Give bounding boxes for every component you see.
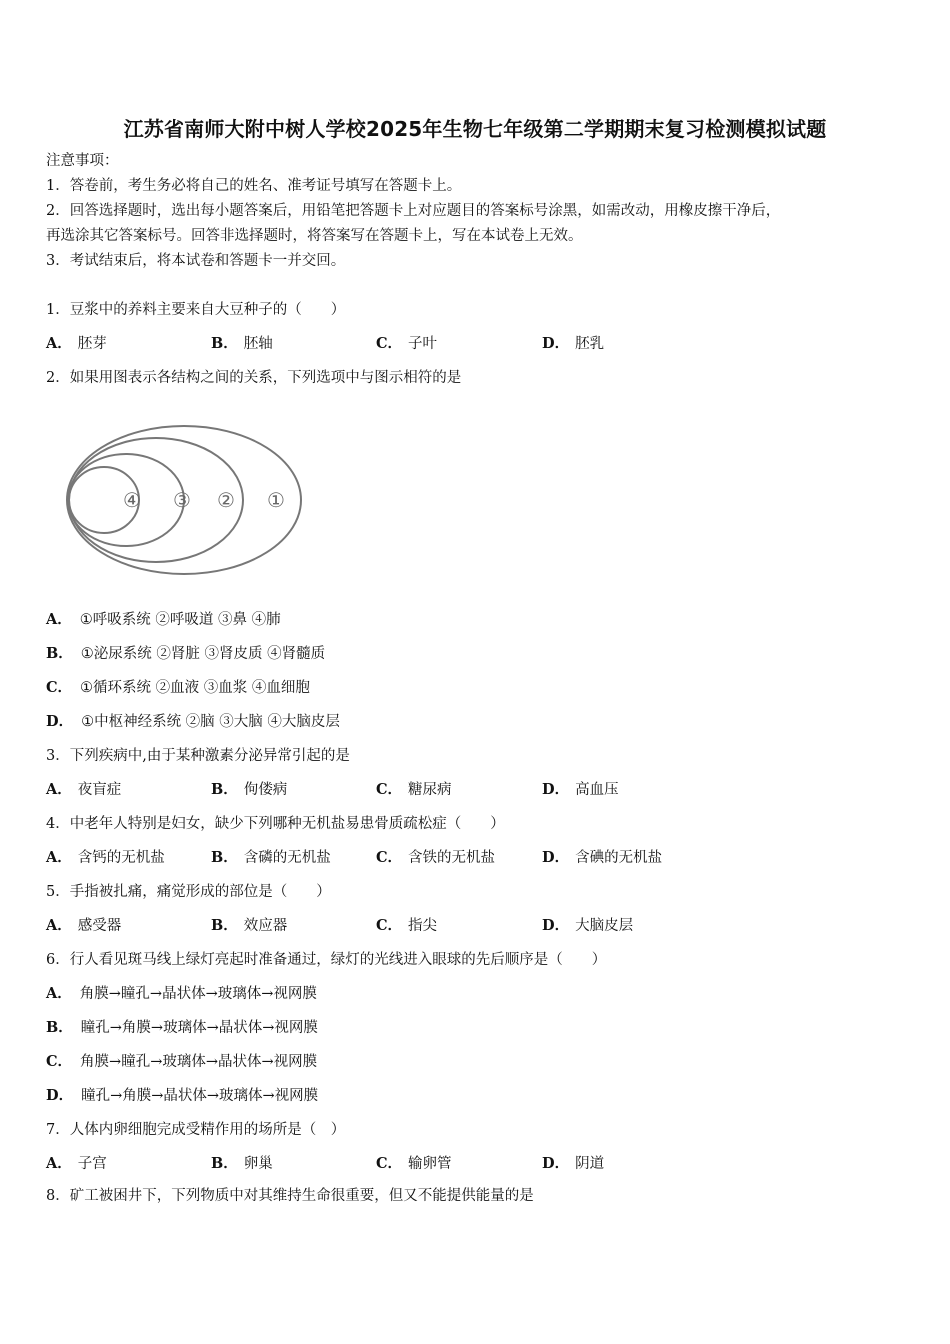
option-c[interactable]: C． 含铁的无机盐: [376, 849, 496, 866]
option-a[interactable]: A． 感受器: [46, 917, 122, 934]
question-stem-2: 2．如果用图表示各结构之间的关系，下列选项中与图示相符的是: [46, 370, 462, 386]
option-a[interactable]: A． 角膜→瞳孔→晶状体→玻璃体→视网膜: [46, 985, 317, 1002]
nested-ellipses-diagram: [60, 420, 320, 580]
question-stem-7: 7．人体内卵细胞完成受精作用的场所是（ ）: [46, 1122, 346, 1138]
options-row-1: [46, 335, 906, 353]
question-stem-3: 3．下列疾病中,由于某种激素分泌异常引起的是: [46, 748, 350, 764]
option-c[interactable]: C． 输卵管: [376, 1155, 452, 1172]
options-row-7: [46, 1155, 906, 1173]
option-d[interactable]: D． ①中枢神经系统 ②脑 ③大脑 ④大脑皮层: [46, 713, 340, 730]
option-d[interactable]: D． 高血压: [542, 781, 619, 798]
options-row-3: [46, 781, 906, 799]
option-d[interactable]: D． 大脑皮层: [542, 917, 634, 934]
option-a[interactable]: A． 胚芽: [46, 335, 107, 352]
notice-item: 3．考试结束后，将本试卷和答题卡一并交回。: [46, 253, 346, 269]
question-stem-4: 4．中老年人特别是妇女，缺少下列哪种无机盐易患骨质疏松症（ ）: [46, 816, 505, 832]
notice-heading: 注意事项：: [46, 153, 119, 169]
notice-item: 2．回答选择题时，选出每小题答案后，用铅笔把答题卡上对应题目的答案标号涂黑，如需改动，用橡皮擦干净后，: [46, 203, 781, 219]
notice-item: 1．答卷前，考生务必将自己的姓名、准考证号填写在答题卡上。: [46, 178, 462, 194]
question-stem-6: 6．行人看见斑马线上绿灯亮起时准备通过，绿灯的光线进入眼球的先后顺序是（ ）: [46, 952, 607, 968]
option-a[interactable]: A． 含钙的无机盐: [46, 849, 165, 866]
question-stem-1: 1．豆浆中的养料主要来自大豆种子的（ ）: [46, 302, 346, 318]
option-c[interactable]: C． 子叶: [376, 335, 438, 352]
option-b[interactable]: B． 含磷的无机盐: [211, 849, 331, 866]
option-b[interactable]: B． 佝偻病: [211, 781, 288, 798]
ellipse-label-4: ④: [123, 488, 141, 512]
option-a[interactable]: A． ①呼吸系统 ②呼吸道 ③鼻 ④肺: [46, 611, 281, 628]
option-c[interactable]: C． ①循环系统 ②血液 ③血浆 ④血细胞: [46, 679, 310, 696]
option-d[interactable]: D． 瞳孔→角膜→晶状体→玻璃体→视网膜: [46, 1087, 319, 1104]
option-d[interactable]: D． 胚乳: [542, 335, 605, 352]
option-b[interactable]: B． 效应器: [211, 917, 288, 934]
option-c[interactable]: C． 指尖: [376, 917, 438, 934]
option-b[interactable]: B． 瞳孔→角膜→玻璃体→晶状体→视网膜: [46, 1019, 318, 1036]
option-a[interactable]: A． 夜盲症: [46, 781, 122, 798]
option-b[interactable]: B． 卵巢: [211, 1155, 273, 1172]
option-b[interactable]: B． 胚轴: [211, 335, 273, 352]
options-row-4: [46, 849, 906, 867]
option-c[interactable]: C． 糖尿病: [376, 781, 452, 798]
option-a[interactable]: A． 子宫: [46, 1155, 107, 1172]
ellipse-label-2: ②: [217, 488, 235, 512]
option-d[interactable]: D． 阴道: [542, 1155, 605, 1172]
exam-title: 江苏省南师大附中树人学校2025年生物七年级第二学期期末复习检测模拟试题: [123, 117, 827, 141]
option-c[interactable]: C． 角膜→瞳孔→玻璃体→晶状体→视网膜: [46, 1053, 318, 1070]
ellipse-label-3: ③: [173, 488, 191, 512]
question-stem-5: 5．手指被扎痛，痛觉形成的部位是（ ）: [46, 884, 331, 900]
ellipse-label-1: ①: [267, 488, 285, 512]
question-stem-8: 8．矿工被困井下，下列物质中对其维持生命很重要，但又不能提供能量的是: [46, 1188, 534, 1204]
options-row-5: [46, 917, 906, 935]
option-d[interactable]: D． 含碘的无机盐: [542, 849, 663, 866]
option-b[interactable]: B． ①泌尿系统 ②肾脏 ③肾皮质 ④肾髓质: [46, 645, 326, 662]
notice-item: 再选涂其它答案标号。回答非选择题时，将答案写在答题卡上，写在本试卷上无效。: [46, 228, 583, 244]
